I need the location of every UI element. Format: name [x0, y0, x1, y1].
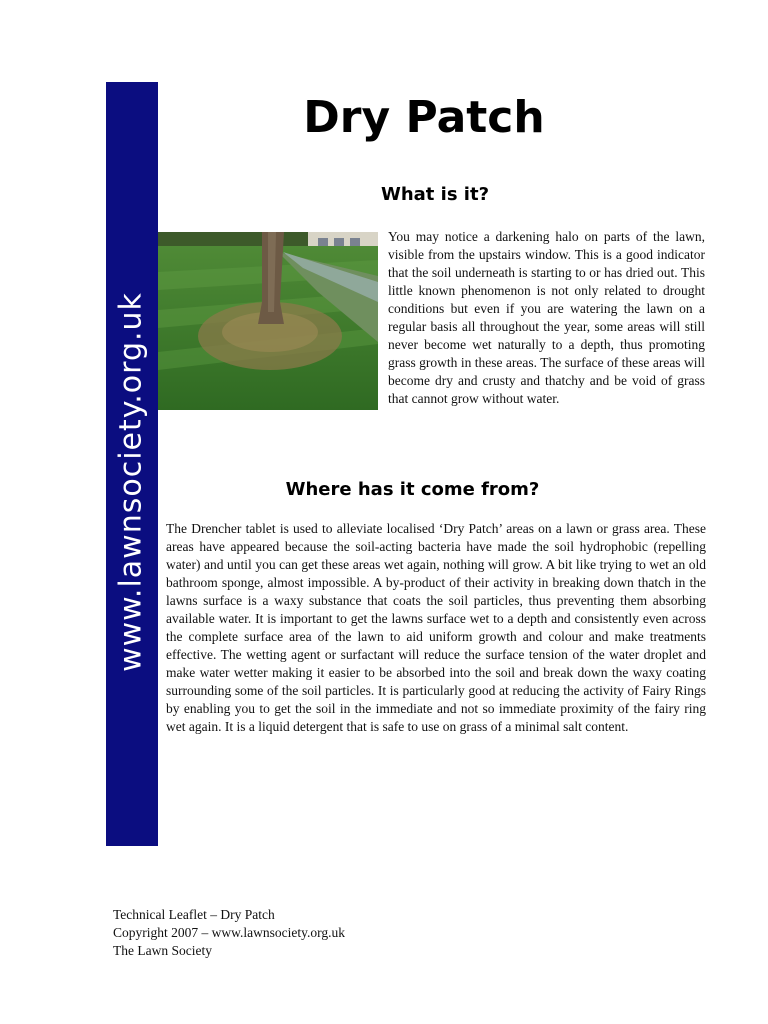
section1-body: You may notice a darkening halo on parts of the lawn, visible from the upstairs window. This is a good indicator that the soil underneath is starting to or has dried out. This little known phenomenon is not only related to drought conditions but even if you are watering the lawn on a regular basis all throughout the year, some areas will still never become wet naturally to a depth, thus promoting grass growth in these areas. The surface of these areas will become dry and crusty and thatchy and be void of grass that cannot grow without water. — [388, 229, 705, 406]
section-heading-where-from: Where has it come from? — [285, 479, 540, 500]
section-heading-what-is-it: What is it? — [380, 184, 490, 205]
footer-leaflet-title: Technical Leaflet – Dry Patch — [113, 907, 275, 922]
page-title: Dry Patch — [303, 92, 545, 143]
sidebar-url: www.lawnsociety.org.uk — [113, 292, 149, 672]
footer — [113, 906, 345, 960]
footer-organisation: The Lawn Society — [113, 943, 212, 958]
footer-copyright: Copyright 2007 – www.lawnsociety.org.uk — [113, 925, 345, 940]
lawn-photo — [158, 232, 378, 410]
lawn-photo-image — [158, 232, 378, 410]
section2-body: The Drencher tablet is used to alleviate localised ‘Dry Patch’ areas on a lawn or grass area. These areas have appeared because the soil-acting bacteria have made the soil hydrophobic (repelling water) and until you can get these areas wet again, nothing will grow. A bit like trying to wet an old bathroom sponge, almost impossible. A by-product of their activity in breaking down thatch in the lawns surface is a waxy substance that coats the soil particles, thus preventing them absorbing available water. It is important to get the lawns surface wet to a depth and consistently even across the complete surface area of the lawn to aid uniform growth and colour and make treatments effective. The wetting agent or surfactant will reduce the surface tension of the water droplet and make water wetter making it easier to be absorbed into the soil and break down the waxy coating surrounding some of the soil particles. It is particularly good at reducing the activity of Fairy Rings by enabling you to get the soil in the immediate and not so immediate proximity of the fairy ring wet again. It is a liquid detergent that is safe to use on grass of a minimal salt content. — [166, 521, 706, 734]
